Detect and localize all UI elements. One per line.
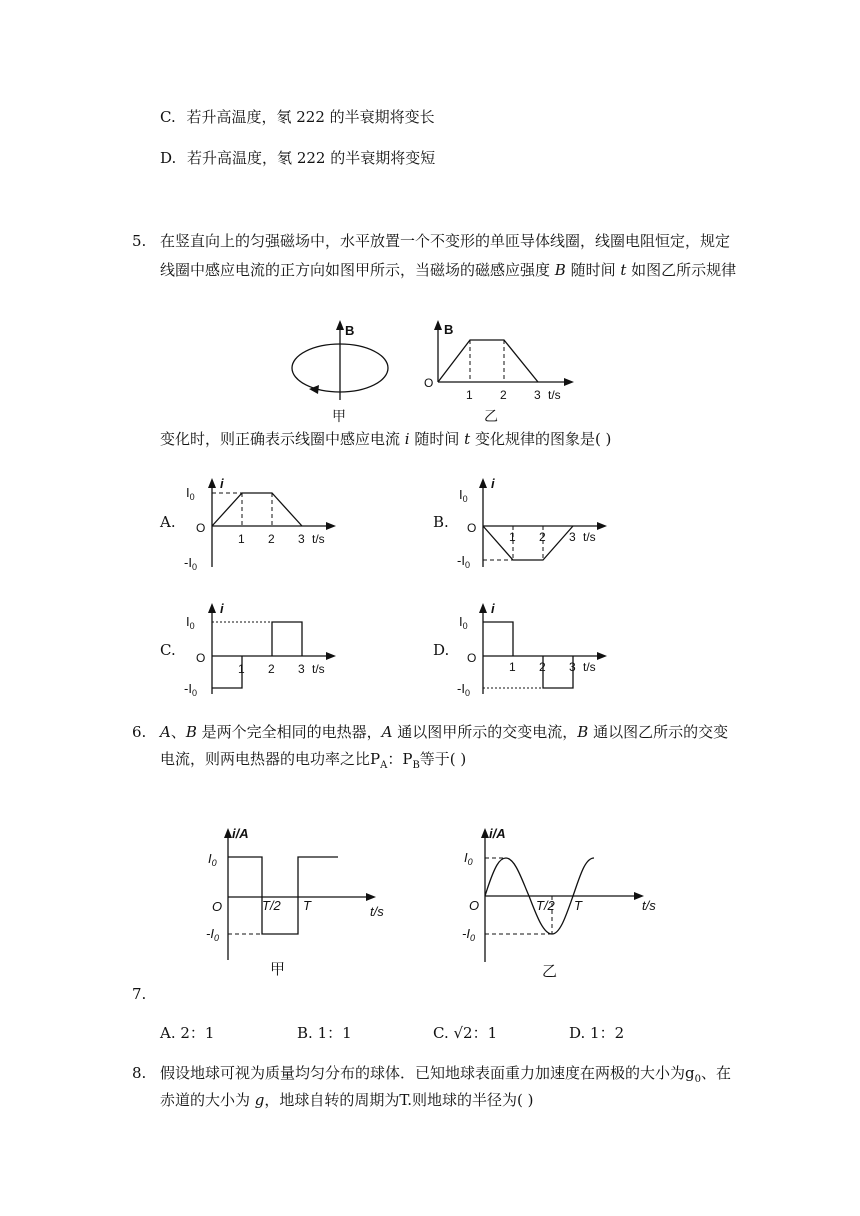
q7-option-a-text: 2：1	[180, 1024, 215, 1042]
a-negI0: $-I_0$	[184, 555, 197, 572]
q7-number: 7.	[132, 985, 147, 1003]
yi-b-label: B	[444, 322, 454, 337]
q6jia-half-label: T/2	[262, 898, 281, 913]
q6yi-negI0: $-I_0$	[462, 926, 475, 943]
q4-option-d-text: 若升高温度，氡 222 的半衰期将变短	[187, 149, 436, 167]
q6-sub-b: B	[412, 760, 420, 771]
yi-caption: 乙	[484, 408, 498, 424]
d-origin: O	[467, 651, 477, 665]
q5-option-d-letter[interactable]: D.	[433, 641, 450, 659]
q7-option-c-text: √2：1	[453, 1024, 498, 1042]
c-negI0: $-I_0$	[184, 681, 197, 698]
d-i-arrowhead	[479, 603, 487, 613]
c-tick-2: 2	[268, 662, 275, 676]
q5-figure-yi	[420, 315, 580, 430]
b-I0: $I_0$	[459, 487, 468, 504]
q6-stem-line2	[160, 749, 466, 776]
q7-option-d-letter: D.	[569, 1024, 586, 1042]
q7-option-b[interactable]	[297, 1023, 352, 1043]
q5-line3-i: i	[404, 430, 410, 448]
q5-figure-jia	[285, 315, 395, 425]
q5-option-b-graph[interactable]	[455, 475, 615, 575]
q6-line2-mid: ：P	[387, 750, 413, 768]
q6jia-origin: O	[212, 899, 223, 914]
q5-line2-B: B	[554, 261, 566, 279]
q6jia-negI0: $-I_0$	[206, 926, 219, 943]
c-origin: O	[196, 651, 206, 665]
b-t-unit: t/s	[583, 530, 596, 544]
q6yi-t-unit: t/s	[642, 898, 656, 913]
yi-b-curve	[438, 340, 538, 382]
q8-stem-line1	[160, 1063, 731, 1090]
q5-option-a-graph[interactable]	[182, 475, 342, 575]
q6yi-origin: O	[469, 898, 480, 913]
b-field-arrowhead	[336, 320, 344, 330]
a-I0: $I_0$	[186, 485, 195, 502]
d-t-arrowhead	[597, 652, 607, 660]
d-pos-segment	[483, 622, 513, 656]
q5-option-d-graph[interactable]	[455, 600, 615, 700]
b-i-label: i	[491, 476, 495, 491]
a-i-arrowhead	[208, 478, 216, 488]
b-origin: O	[467, 521, 477, 535]
q6-line2-end: 等于( )	[419, 750, 467, 768]
c-i-label: i	[220, 601, 224, 616]
c-pos-segment	[272, 622, 302, 656]
b-tick-2: 2	[539, 530, 546, 544]
q5-option-c-graph[interactable]	[182, 600, 342, 700]
q7-option-b-letter: B.	[297, 1024, 313, 1042]
q5-stem-line2	[160, 260, 736, 280]
q8-stem-line2	[160, 1090, 533, 1110]
q5-option-b-letter[interactable]: B.	[433, 513, 449, 531]
d-negI0: $-I_0$	[457, 681, 470, 698]
d-tick-2: 2	[539, 660, 546, 674]
q4-option-d-letter: D.	[160, 149, 177, 167]
b-curve	[483, 526, 573, 560]
yi-tick-2: 2	[500, 388, 507, 402]
q4-option-d	[160, 148, 435, 168]
q7-option-d-text: 1：2	[590, 1024, 625, 1042]
q6-sub-a: A	[380, 760, 388, 771]
q8-line1-b: 、在	[700, 1064, 731, 1082]
q6jia-t-arrowhead	[366, 893, 376, 901]
q6-figure-jia	[200, 822, 400, 982]
q6-B2: B	[577, 723, 589, 741]
yi-b-arrowhead	[434, 320, 442, 330]
q6jia-t-unit: t/s	[370, 904, 384, 919]
d-t-unit: t/s	[583, 660, 596, 674]
b-tick-1: 1	[509, 530, 516, 544]
q5-option-a-letter[interactable]: A.	[160, 513, 176, 531]
d-tick-1: 1	[509, 660, 516, 674]
q7-option-b-text: 1：1	[317, 1024, 352, 1042]
yi-t-arrowhead	[564, 378, 574, 386]
q6-line2-a: 电流，则两电热器的电功率之比P	[160, 750, 381, 768]
a-tick-3: 3	[298, 532, 305, 546]
q5-line2-c: 如图乙所示规律	[626, 261, 737, 279]
q7-option-d[interactable]	[569, 1023, 624, 1043]
b-negI0: $-I_0$	[457, 553, 470, 570]
b-i-arrowhead	[479, 478, 487, 488]
q6jia-caption: 甲	[270, 961, 286, 978]
q6jia-i-arrowhead	[224, 828, 232, 838]
yi-tick-3: 3	[534, 388, 541, 402]
a-i-label: i	[220, 476, 224, 491]
q6-A: A	[160, 723, 171, 741]
d-I0: $I_0$	[459, 614, 468, 631]
q4-option-c	[160, 107, 435, 127]
yi-tick-1: 1	[466, 388, 473, 402]
q6-sep: 、	[170, 723, 186, 741]
q5-line3-a: 变化时，则正确表示线圈中感应电流	[160, 430, 405, 448]
q6yi-I0: $I_0$	[464, 850, 473, 867]
q6-number: 6.	[132, 723, 147, 741]
q6yi-caption: 乙	[542, 963, 558, 980]
q6-text-d: 通以图乙所示的交变	[588, 723, 729, 741]
d-i-label: i	[491, 601, 495, 616]
q5-stem-line3	[160, 429, 611, 449]
q5-line2-t: t	[620, 261, 627, 279]
q6jia-I0: $I_0$	[208, 851, 217, 868]
q8-line2-b: ，地球自转的周期为T.则地球的半径为( )	[264, 1091, 534, 1109]
c-t-arrowhead	[326, 652, 336, 660]
jia-b-label: B	[345, 323, 355, 338]
q6jia-T-label: T	[303, 898, 311, 913]
c-tick-3: 3	[298, 662, 305, 676]
q6-text-c: 通以图甲所示的交变电流，	[392, 723, 578, 741]
q5-line3-b: 随时间	[409, 430, 465, 448]
yi-t-unit: t/s	[548, 388, 561, 402]
q6jia-wave	[228, 857, 338, 934]
q5-line3-t: t	[464, 430, 471, 448]
q7-option-a[interactable]	[160, 1023, 214, 1043]
q4-option-c-text: 若升高温度，氡 222 的半衰期将变长	[186, 108, 435, 126]
q6yi-ylabel: i/A	[489, 826, 506, 841]
q6yi-half-label: T/2	[536, 898, 555, 913]
q4-option-c-letter: C.	[160, 108, 176, 126]
q8-line1-a: 假设地球可视为质量均匀分布的球体．已知地球表面重力加速度在两极的大小为g	[160, 1064, 695, 1082]
q5-line2-b: 随时间	[565, 261, 621, 279]
c-t-unit: t/s	[312, 662, 325, 676]
q6-B: B	[185, 723, 197, 741]
q5-stem-line1: 在竖直向上的匀强磁场中，水平放置一个不变形的单匝导体线圈，线圈电阻恒定，规定	[160, 232, 731, 250]
q7-option-c-letter: C.	[433, 1024, 449, 1042]
q5-line2-a: 线圈中感应电流的正方向如图甲所示，当磁场的磁感应强度	[160, 261, 555, 279]
q6-figure-yi	[460, 822, 660, 982]
b-t-arrowhead	[597, 522, 607, 530]
d-tick-3: 3	[569, 660, 576, 674]
q5-line3-c: 变化规律的图象是( )	[470, 430, 612, 448]
q8-line2-a: 赤道的大小为	[160, 1091, 255, 1109]
yi-origin: O	[424, 376, 434, 390]
q6jia-ylabel: i/A	[232, 826, 249, 841]
q6-stem-line1	[160, 722, 728, 742]
jia-caption: 甲	[332, 408, 346, 424]
q8-line2-g: g	[254, 1091, 265, 1109]
b-tick-3: 3	[569, 530, 576, 544]
a-t-unit: t/s	[312, 532, 325, 546]
q6yi-i-arrowhead	[481, 828, 489, 838]
q8-line1-sub: 0	[694, 1074, 701, 1085]
q5-option-c-letter[interactable]: C.	[160, 641, 176, 659]
c-i-arrowhead	[208, 603, 216, 613]
a-origin: O	[196, 521, 206, 535]
a-tick-2: 2	[268, 532, 275, 546]
q7-option-a-letter: A.	[160, 1024, 176, 1042]
c-tick-1: 1	[238, 662, 245, 676]
q6yi-T-label: T	[574, 898, 582, 913]
q5-number: 5.	[132, 232, 147, 250]
a-t-arrowhead	[326, 522, 336, 530]
q6-A2: A	[381, 723, 393, 741]
a-curve	[212, 493, 302, 526]
q6-text-b: 是两个完全相同的电热器，	[196, 723, 382, 741]
q7-option-c[interactable]	[433, 1023, 497, 1043]
c-I0: $I_0$	[186, 614, 195, 631]
a-tick-1: 1	[238, 532, 245, 546]
q8-number: 8.	[132, 1064, 147, 1082]
